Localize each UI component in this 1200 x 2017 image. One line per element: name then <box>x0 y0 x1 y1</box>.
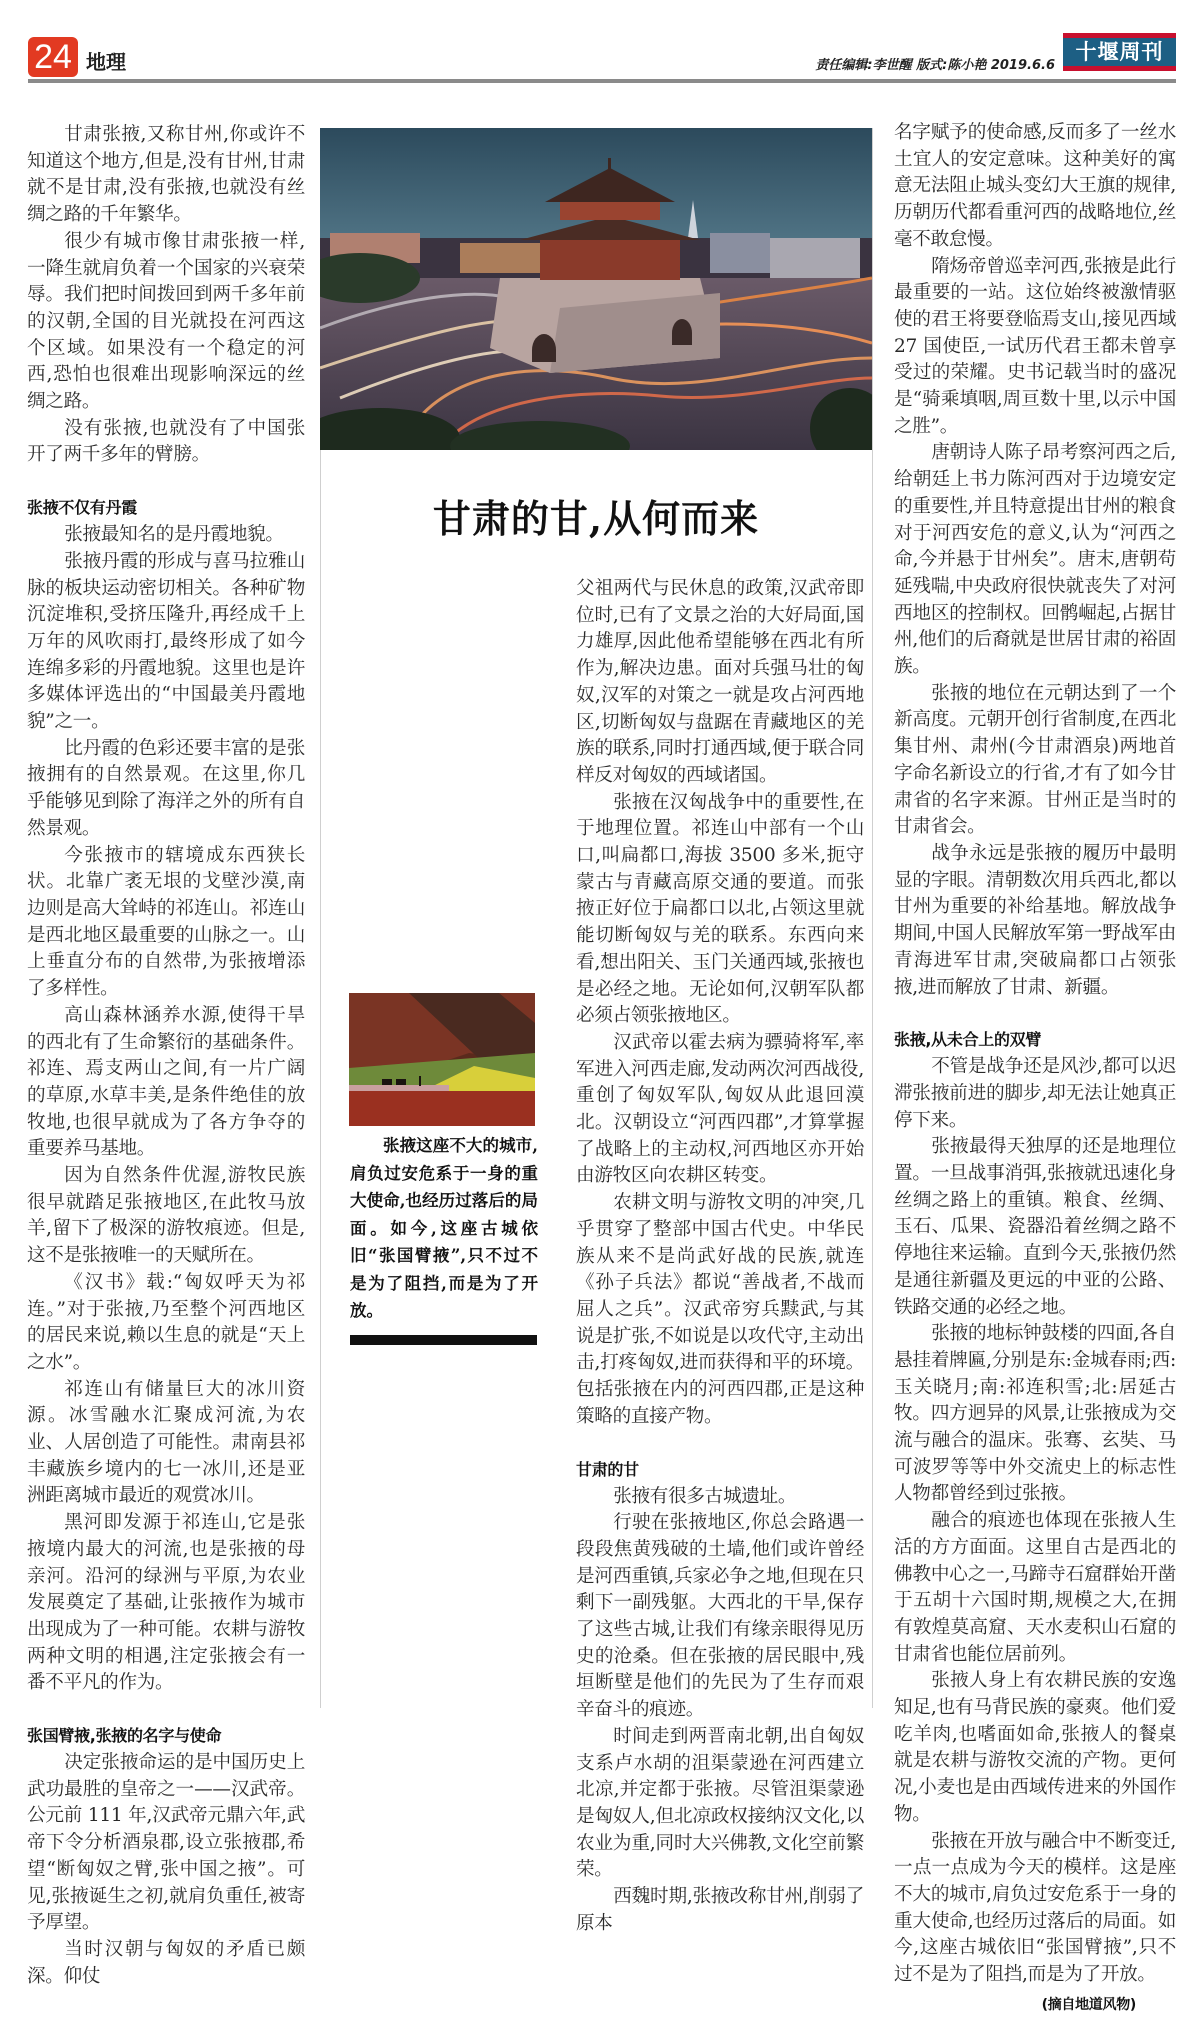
article-title: 甘肃的甘,从何而来 <box>432 496 760 541</box>
paragraph: 隋炀帝曾巡幸河西,张掖是此行最重要的一站。这位始终被激情驱使的君王将要登临焉支山,接见西域 27 国使臣,一试历代君王都未曾享受过的荣耀。史书记载当时的盛况是“骑乘填咽,周亘数十里,以示中国之胜”。 <box>894 255 1176 437</box>
article-source: (摘自地道风物) <box>1041 1996 1136 2013</box>
paragraph: 父祖两代与民休息的政策,汉武帝即位时,已有了文景之治的大好局面,国力雄厚,因此他希望能够在西北有所作为,解决边患。面对兵强马壮的匈奴,汉军的对策之一就是攻占河西地区,切断匈奴与盘踞在青藏地区的羌族的联系,同时打通西域,便于联合同样反对匈奴的西域诸国。 <box>576 578 864 786</box>
paragraph: 时间走到两晋南北朝,出自匈奴支系卢水胡的沮渠蒙逊在河西建立北凉,并定都于张掖。尽管沮渠蒙逊是匈奴人,但北凉政权接纳汉文化,以农业为重,同时大兴佛教,文化空前繁荣。 <box>576 1725 864 1881</box>
paragraph: 当时汉朝与匈奴的矛盾已颇深。仰仗 <box>27 1939 305 1987</box>
header-rule <box>28 79 1176 83</box>
danxia-landform-photo <box>349 993 535 1126</box>
paragraph: 张掖的地标钟鼓楼的四面,各自悬挂着牌匾,分别是东:金城春雨;西:玉关晓月;南:祁连积雪;北:居延古牧。四方迥异的风景,让张掖成为交流与融合的温床。张骞、玄奘、马可波罗等等中外交流史上的标志性人物都曾经到过张掖。 <box>894 1323 1176 1505</box>
paragraph: 汉武帝以霍去病为骠骑将军,率军进入河西走廊,发动两次河西战役,重创了匈奴军队,匈奴从此退回漠北。汉朝设立“河西四郡”,才算掌握了战略上的主动权,河西地区亦开始由游牧区向农耕区转变。 <box>576 1031 864 1187</box>
paragraph: 行驶在张掖地区,你总会路遇一段段焦黄残破的土墙,他们或许曾经是河西重镇,兵家必争之地,但现在只剩下一副残躯。大西北的干旱,保存了这些古城,让我们有缘亲眼得见历史的沧桑。但在张掖的居民眼中,残垣断壁是他们的先民为了生存而艰辛奋斗的痕迹。 <box>576 1512 864 1721</box>
paragraph: 黑河即发源于祁连山,它是张掖境内最大的河流,也是张掖的母亲河。沿河的绿洲与平原,为农业发展奠定了基础,让张掖作为城市出现成为了一种可能。农耕与游牧两种文明的相遇,注定张掖会有一番不平凡的作为。 <box>27 1512 305 1694</box>
paragraph: 张掖最得天独厚的还是地理位置。一旦战事消弭,张掖就迅速化身丝绸之路上的重镇。粮食、丝绸、玉石、瓜果、瓷器沿着丝绸之路不停地往来运输。直到今天,张掖仍然是通往新疆及更远的中亚的公路、铁路交通的必经之地。 <box>894 1136 1176 1318</box>
paragraph: 唐朝诗人陈子昂考察河西之后,给朝廷上书力陈河西对于边境安定的重要性,并且特意提出甘州的粮食对于河西安危的意义,认为“河西之命,今并悬于甘州矣”。唐末,唐朝苟延残喘,中央政府很快就丧失了对河西地区的控制权。回鹘崛起,占据甘州,他们的后裔就是世居甘肃的裕固族。 <box>894 442 1176 678</box>
paragraph: 甘肃张掖,又称甘州,你或许不知道这个地方,但是,没有甘州,甘肃就不是甘肃,没有张掖,也就没有丝绸之路的千年繁华。 <box>27 124 305 226</box>
column-divider-left <box>320 450 321 1708</box>
paragraph: 因为自然条件优渥,游牧民族很早就踏足张掖地区,在此牧马放羊,留下了极深的游牧痕迹。但是,这不是张掖唯一的天赋所在。 <box>27 1165 305 1267</box>
paragraph: 《汉书》载:“匈奴呼天为祁连。”对于张掖,乃至整个河西地区的居民来说,赖以生息的就是“天上之水”。 <box>27 1271 305 1373</box>
page-number-badge: 24 <box>28 37 78 77</box>
paragraph: 不管是战争还是风沙,都可以迟滞张掖前进的脚步,却无法让她真正停下来。 <box>894 1056 1176 1131</box>
paragraph: 决定张掖命运的是中国历史上武功最胜的皇帝之一——汉武帝。公元前 111 年,汉武帝元鼎六年,武帝下令分析酒泉郡,设立张掖郡,希望“断匈奴之臂,张中国之掖”。可见,张掖诞生之初,就肩负重任,被寄予厚望。 <box>27 1752 305 1934</box>
section-label: 地理 <box>86 50 126 74</box>
caption-text: 张掖这座不大的城市,肩负过安危系于一身的重大使命,也经历过落后的局面。如今,这座古城依旧“张国臂掖”,只不过不是为了阻挡,而是为了开放。 <box>350 1136 538 1320</box>
paragraph: 张掖在汉匈战争中的重要性,在于地理位置。祁连山中部有一个山口,叫扁都口,海拔 3500 多米,扼守蒙古与青藏高原交通的要道。而张掖正好位于扁都口以北,占领这里就能切断匈奴与羌的联系。东西向来看,想出阳关、玉门关通西域,张掖也是必经之地。无论如何,汉朝军队都必须占领张掖地区。 <box>576 791 864 1027</box>
article-column-2 <box>576 576 864 1937</box>
paragraph: 战争永远是张掖的履历中最明显的字眼。清朝数次用兵西北,都以甘州为重要的补给基地。解放战争期间,中国人民解放军第一野战军由青海进军甘肃,突破扁都口占领张掖,进而解放了甘肃、新疆。 <box>894 842 1176 998</box>
subheading: 甘肃的甘 <box>576 1459 639 1479</box>
paragraph: 张掖人身上有农耕民族的安逸知足,也有马背民族的豪爽。他们爱吃羊肉,也嗜面如命,张掖人的餐桌就是农耕与游牧交流的产物。更何况,小麦也是由西域传进来的外国作物。 <box>894 1670 1176 1825</box>
paragraph: 西魏时期,张掖改称甘州,削弱了原本 <box>576 1886 864 1934</box>
paragraph: 没有张掖,也就没有了中国张开了两千多年的臂膀。 <box>27 417 305 466</box>
drum-tower-night-photo <box>320 128 872 450</box>
paragraph: 高山森林涵养水源,使得干旱的西北有了生命繁衍的基础条件。祁连、焉支两山之间,有一片广阔的草原,水草丰美,是条件绝佳的放牧地,也很早就成为了各方争夺的重要养马基地。 <box>27 1004 305 1160</box>
paragraph: 比丹霞的色彩还要丰富的是张掖拥有的自然景观。在这里,你几乎能够见到除了海洋之外的所有自然景观。 <box>27 737 305 839</box>
photo-caption <box>350 1132 538 1345</box>
editor-credits: 责任编辑:李世醒 版式:陈小艳 2019.6.6 <box>815 58 1055 73</box>
paragraph: 今张掖市的辖境成东西狭长状。北靠广袤无垠的戈壁沙漠,南边则是高大耸峙的祁连山。祁连山是西北地区最重要的山脉之一。山上垂直分布的自然带,为张掖增添了多样性。 <box>27 844 305 1000</box>
paragraph: 祁连山有储量巨大的冰川资源。冰雪融水汇聚成河流,为农业、人居创造了可能性。肃南县祁丰藏族乡境内的七一冰川,还是亚洲距离城市最近的观赏冰川。 <box>27 1378 305 1507</box>
column-divider-right <box>872 128 873 1708</box>
paragraph: 名字赋予的使命感,反而多了一丝水土宜人的安定意味。这种美好的寓意无法阻止城头变幻大王旗的规律,历朝历代都看重河西的战略地位,丝毫不敢怠慢。 <box>894 122 1176 250</box>
subheading: 张国臂掖,张掖的名字与使命 <box>27 1726 222 1746</box>
subheading: 张掖不仅有丹霞 <box>27 498 137 518</box>
paragraph: 张掖有很多古城遗址。 <box>613 1485 797 1507</box>
paragraph: 很少有城市像甘肃张掖一样,一降生就肩负着一个国家的兴衰荣辱。我们把时间拨回到两千多年前的汉朝,全国的目光就投在河西这个区域。如果没有一个稳定的河西,恐怕也很难出现影响深远的丝绸之路。 <box>27 230 305 413</box>
paragraph: 张掖丹霞的形成与喜马拉雅山脉的板块运动密切相关。各种矿物沉淀堆积,受挤压隆升,再经成千上万年的风吹雨打,最终形成了如今连绵多彩的丹霞地貌。这里也是许多媒体评选出的“中国最美丹霞地貌”之一。 <box>27 550 305 733</box>
paragraph: 融合的痕迹也体现在张掖人生活的方方面面。这里自古是西北的佛教中心之一,马蹄寺石窟群始开凿于五胡十六国时期,规模之大,在拥有敦煌莫高窟、天水麦积山石窟的甘肃省也能位居前列。 <box>894 1510 1176 1665</box>
paragraph: 张掖的地位在元朝达到了一个新高度。元朝开创行省制度,在西北集甘州、肃州(今甘肃酒泉)两地首字命名新设立的行省,才有了如今甘肃省的名字来源。甘州正是当时的甘肃省会。 <box>894 682 1176 838</box>
newspaper-logo: 十堰周刊 <box>1063 33 1176 71</box>
caption-bar <box>350 1335 537 1345</box>
paragraph: 张掖在开放与融合中不断变迁,一点一点成为今天的模样。这是座不大的城市,肩负过安危系于一身的重大使命,也经历过落后的局面。如今,这座古城依旧“张国臂掖”,只不过不是为了阻挡,而是为了开放。 <box>894 1830 1176 1986</box>
paragraph: 农耕文明与游牧文明的冲突,几乎贯穿了整部中国古代史。中华民族从来不是尚武好战的民族,就连《孙子兵法》都说“善战者,不战而屈人之兵”。汉武帝穷兵黩武,与其说是扩张,不如说是以攻代守,主动出击,打疼匈奴,进而获得和平的环境。包括张掖在内的河西四郡,正是这种策略的直接产物。 <box>576 1192 864 1427</box>
article-column-3 <box>894 120 1176 2017</box>
subheading: 张掖,从未合上的双臂 <box>894 1030 1042 1050</box>
article-column-1 <box>27 122 305 1990</box>
paragraph: 张掖最知名的是丹霞地貌。 <box>64 524 284 546</box>
